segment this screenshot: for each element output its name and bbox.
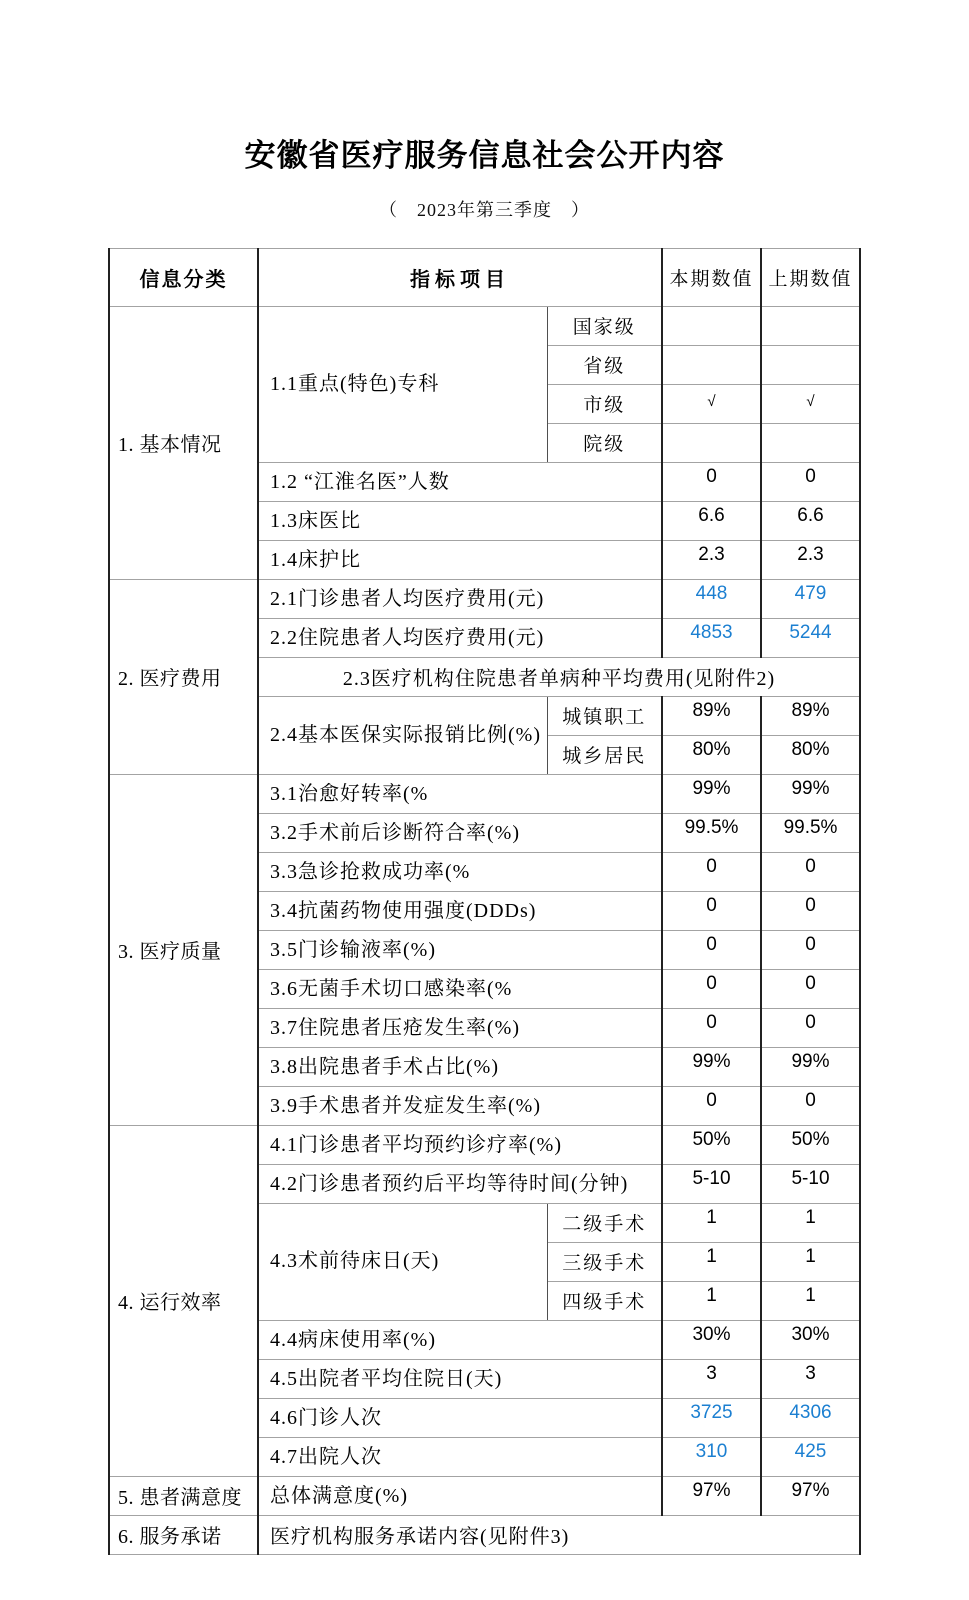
sub-indicator-cell: 二级手术 (547, 1203, 662, 1242)
table-row (109, 579, 860, 618)
table-header-row (109, 248, 860, 306)
previous-value-cell: 0 (761, 930, 860, 969)
previous-value-cell (761, 345, 860, 384)
current-value-cell (662, 423, 761, 462)
current-value-cell: 310 (662, 1437, 761, 1476)
indicator-cell: 4.2门诊患者预约后平均等待时间(分钟) (258, 1164, 662, 1203)
previous-value-cell: 99% (761, 774, 860, 813)
previous-value-cell (761, 306, 860, 345)
previous-value-cell: 97% (761, 1476, 860, 1515)
previous-value-cell: 0 (761, 462, 860, 501)
sub-indicator-cell: 院级 (547, 423, 662, 462)
previous-value-cell: 1 (761, 1281, 860, 1320)
current-value-cell: 97% (662, 1476, 761, 1515)
previous-value-cell: 30% (761, 1320, 860, 1359)
previous-value-cell (761, 423, 860, 462)
indicator-cell: 医疗机构服务承诺内容(见附件3) (258, 1515, 860, 1554)
current-value-cell: 2.3 (662, 540, 761, 579)
previous-value-cell: 0 (761, 1008, 860, 1047)
previous-value-cell: 50% (761, 1125, 860, 1164)
category-cell: 1. 基本情况 (109, 306, 258, 579)
indicator-cell: 3.9手术患者并发症发生率(%) (258, 1086, 662, 1125)
indicator-cell: 4.3术前待床日(天) (258, 1203, 547, 1320)
previous-value-cell: 0 (761, 891, 860, 930)
previous-value-cell: 89% (761, 696, 860, 735)
previous-value-cell: 3 (761, 1359, 860, 1398)
current-value-cell: 99% (662, 1047, 761, 1086)
indicator-cell: 3.8出院患者手术占比(%) (258, 1047, 662, 1086)
current-value-cell: 80% (662, 735, 761, 774)
current-value-cell: 50% (662, 1125, 761, 1164)
sub-indicator-cell: 四级手术 (547, 1281, 662, 1320)
sub-indicator-cell: 城镇职工 (547, 696, 662, 735)
sub-indicator-cell: 市级 (547, 384, 662, 423)
previous-value-cell: 0 (761, 969, 860, 1008)
previous-value-cell: 80% (761, 735, 860, 774)
current-value-cell: 0 (662, 1008, 761, 1047)
current-value-cell: 6.6 (662, 501, 761, 540)
header-previous-value: 上期数值 (761, 248, 860, 306)
category-cell: 5. 患者满意度 (109, 1476, 258, 1515)
previous-value-cell: 479 (761, 579, 860, 618)
category-cell: 4. 运行效率 (109, 1125, 258, 1476)
indicator-cell: 2.3医疗机构住院患者单病种平均费用(见附件2) (258, 657, 860, 696)
indicator-cell: 3.5门诊输液率(%) (258, 930, 662, 969)
document-title: 安徽省医疗服务信息社会公开内容 (244, 138, 725, 173)
previous-value-cell: 5-10 (761, 1164, 860, 1203)
table-row (109, 1125, 860, 1164)
indicator-cell: 4.6门诊人次 (258, 1398, 662, 1437)
previous-value-cell: 1 (761, 1203, 860, 1242)
previous-value-cell: 425 (761, 1437, 860, 1476)
previous-value-cell: 5244 (761, 618, 860, 657)
previous-value-cell: √ (761, 384, 860, 423)
category-cell: 3. 医疗质量 (109, 774, 258, 1125)
indicator-cell: 1.4床护比 (258, 540, 662, 579)
previous-value-cell: 0 (761, 1086, 860, 1125)
table-row (109, 774, 860, 813)
previous-value-cell: 4306 (761, 1398, 860, 1437)
indicator-cell: 总体满意度(%) (258, 1476, 662, 1515)
previous-value-cell: 2.3 (761, 540, 860, 579)
current-value-cell (662, 306, 761, 345)
category-cell: 6. 服务承诺 (109, 1515, 258, 1554)
current-value-cell: 1 (662, 1203, 761, 1242)
sub-indicator-cell: 三级手术 (547, 1242, 662, 1281)
previous-value-cell: 0 (761, 852, 860, 891)
current-value-cell: 448 (662, 579, 761, 618)
category-cell: 2. 医疗费用 (109, 579, 258, 774)
current-value-cell (662, 345, 761, 384)
current-value-cell: 0 (662, 852, 761, 891)
previous-value-cell: 99.5% (761, 813, 860, 852)
current-value-cell: 3 (662, 1359, 761, 1398)
current-value-cell: 0 (662, 930, 761, 969)
current-value-cell: 1 (662, 1281, 761, 1320)
indicator-cell: 3.3急诊抢救成功率(% (258, 852, 662, 891)
sub-indicator-cell: 城乡居民 (547, 735, 662, 774)
current-value-cell: 99% (662, 774, 761, 813)
current-value-cell: 89% (662, 696, 761, 735)
indicator-cell: 1.3床医比 (258, 501, 662, 540)
current-value-cell: 0 (662, 969, 761, 1008)
previous-value-cell: 99% (761, 1047, 860, 1086)
indicator-cell: 3.1治愈好转率(% (258, 774, 662, 813)
current-value-cell: 30% (662, 1320, 761, 1359)
sub-indicator-cell: 省级 (547, 345, 662, 384)
indicator-cell: 4.4病床使用率(%) (258, 1320, 662, 1359)
indicator-cell: 3.2手术前后诊断符合率(%) (258, 813, 662, 852)
indicator-cell: 4.7出院人次 (258, 1437, 662, 1476)
current-value-cell: 1 (662, 1242, 761, 1281)
current-value-cell: 0 (662, 891, 761, 930)
indicator-cell: 1.1重点(特色)专科 (258, 306, 547, 462)
current-value-cell: 0 (662, 1086, 761, 1125)
current-value-cell: √ (662, 384, 761, 423)
indicator-cell: 2.1门诊患者人均医疗费用(元) (258, 579, 662, 618)
indicator-cell: 4.5出院者平均住院日(天) (258, 1359, 662, 1398)
indicator-cell: 2.2住院患者人均医疗费用(元) (258, 618, 662, 657)
header-indicator: 指标项目 (258, 248, 662, 306)
indicator-cell: 1.2 “江淮名医”人数 (258, 462, 662, 501)
indicator-cell: 2.4基本医保实际报销比例(%) (258, 696, 547, 774)
current-value-cell: 3725 (662, 1398, 761, 1437)
current-value-cell: 4853 (662, 618, 761, 657)
disclosure-table (108, 248, 861, 1555)
current-value-cell: 0 (662, 462, 761, 501)
document-period: （ 2023年第三季度 ） (379, 199, 590, 220)
indicator-cell: 3.6无菌手术切口感染率(% (258, 969, 662, 1008)
table-row (109, 306, 860, 345)
indicator-cell: 3.7住院患者压疮发生率(%) (258, 1008, 662, 1047)
previous-value-cell: 1 (761, 1242, 860, 1281)
current-value-cell: 5-10 (662, 1164, 761, 1203)
indicator-cell: 3.4抗菌药物使用强度(DDDs) (258, 891, 662, 930)
table-row (109, 1515, 860, 1554)
previous-value-cell: 6.6 (761, 501, 860, 540)
sub-indicator-cell: 国家级 (547, 306, 662, 345)
header-category: 信息分类 (109, 248, 258, 306)
header-current-value: 本期数值 (662, 248, 761, 306)
indicator-cell: 4.1门诊患者平均预约诊疗率(%) (258, 1125, 662, 1164)
current-value-cell: 99.5% (662, 813, 761, 852)
table-row (109, 1476, 860, 1515)
